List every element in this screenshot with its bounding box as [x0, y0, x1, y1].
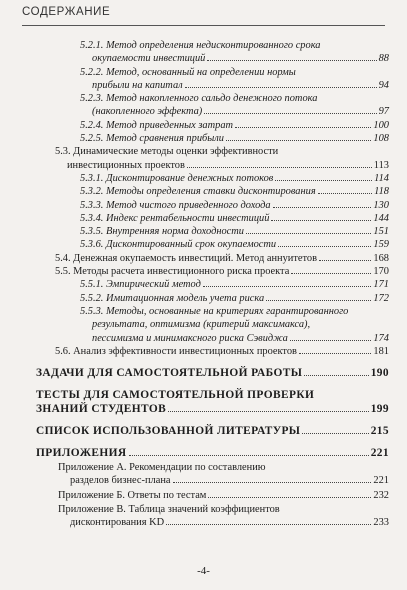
toc-entry: [0, 225, 407, 238]
dot-leader: [185, 87, 377, 88]
toc-entry: [0, 265, 407, 278]
toc-entry-title: 5.2.4. Метод приведенных затрат: [80, 119, 234, 131]
toc-entry: [0, 489, 407, 502]
dot-leader: [235, 127, 371, 128]
toc-page-number: 172: [373, 292, 389, 304]
toc-entry: [0, 252, 407, 265]
toc-entry-title: Приложение В. Таблица значений коэффициентов: [58, 504, 280, 516]
toc-entry: [0, 366, 407, 380]
toc-entry-title-cont: окупаемости инвестиций: [92, 53, 206, 65]
toc-entry-title: 5.3.1. Дисконтирование денежных потоков: [80, 172, 274, 184]
toc-page-number: 174: [373, 332, 389, 344]
dot-leader: [166, 524, 371, 525]
toc-entry-title: 5.2.1. Метод определения недисконтированного срока: [80, 40, 321, 51]
dot-leader: [318, 193, 373, 194]
toc-entry-title: 5.6. Анализ эффективности инвестиционных проектов: [55, 345, 297, 357]
toc-page-number: 168: [373, 252, 389, 264]
toc-page-number: 94: [378, 79, 389, 91]
toc-page-number: 113: [373, 159, 389, 171]
dot-leader: [302, 433, 368, 434]
dot-leader: [291, 273, 371, 274]
toc-entry: [0, 185, 407, 198]
toc-entry: [0, 388, 407, 416]
toc-entry-title: 5.5. Методы расчета инвестиционного риска проекта: [55, 266, 290, 278]
toc-entry: [0, 305, 407, 345]
toc-page-number: 159: [373, 239, 389, 251]
toc-entry-title-cont: инвестиционных проектов: [67, 159, 185, 171]
dot-leader: [304, 375, 368, 376]
dot-leader: [173, 482, 372, 483]
header-rule: [22, 25, 385, 26]
dot-leader: [204, 113, 376, 114]
toc-entry: [0, 66, 407, 93]
toc-entry: [0, 461, 407, 488]
toc-page-number: 232: [373, 489, 389, 501]
toc-entry: [0, 292, 407, 305]
toc-page-number: 215: [370, 425, 389, 438]
toc-entry-title: 5.3. Динамические методы оценки эффективности: [55, 146, 279, 158]
toc-entry: [0, 39, 407, 66]
toc-page-number: 144: [373, 212, 389, 224]
toc-entry: [0, 132, 407, 145]
dot-leader: [266, 300, 371, 301]
toc-entry: [0, 446, 407, 460]
toc-page-number: 221: [370, 447, 389, 460]
toc-entry-title: Приложение А. Рекомендации по составлению: [58, 462, 266, 474]
dot-leader: [168, 411, 369, 412]
table-of-contents: [0, 39, 407, 530]
toc-page-number: 97: [378, 106, 389, 118]
toc-page-number: 190: [370, 367, 389, 380]
toc-page-number: 130: [373, 199, 389, 211]
toc-entry-title: 5.3.6. Дисконтированный срок окупаемости: [80, 239, 277, 251]
toc-entry: [0, 172, 407, 185]
toc-entry: [0, 212, 407, 225]
toc-entry-title-cont: прибыли на капитал: [92, 79, 183, 91]
dot-leader: [299, 353, 371, 354]
toc-entry-title: 5.5.1. Эмпирический метод: [80, 279, 201, 291]
dot-leader: [207, 60, 376, 61]
toc-entry-title: 5.2.3. Метод накопленного сальдо денежного потока: [80, 93, 318, 105]
toc-entry-title-cont: разделов бизнес-плана: [70, 475, 171, 487]
toc-entry: [0, 345, 407, 358]
running-header: СОДЕРЖАНИЕ: [22, 6, 111, 18]
dot-leader: [203, 286, 372, 287]
toc-entry: [0, 424, 407, 438]
dot-leader: [319, 260, 371, 261]
dot-leader: [273, 207, 372, 208]
toc-entry-title: СПИСОК ИСПОЛЬЗОВАННОЙ ЛИТЕРАТУРЫ: [36, 425, 301, 438]
toc-page-number: 118: [374, 186, 389, 198]
toc-entry-title: 5.2.2. Метод, основанный на определении нормы: [80, 66, 296, 78]
toc-entry: [0, 278, 407, 291]
toc-entry-title-cont: (накопленного эффекта): [92, 106, 203, 118]
toc-entry-title-cont: пессимизма и минимаксного риска Сэвиджа: [92, 332, 288, 344]
toc-entry-title: 5.2.5. Метод сравнения прибыли: [80, 133, 225, 145]
toc-entry-title-cont: ЗНАНИЙ СТУДЕНТОВ: [36, 403, 167, 416]
toc-page-number: 100: [373, 119, 389, 131]
toc-entry-title: ПРИЛОЖЕНИЯ: [36, 447, 127, 460]
toc-entry-title: 5.3.3. Метод чистого приведенного дохода: [80, 199, 271, 211]
toc-entry-title: 5.5.3. Методы, основанные на критериях гарантированного: [80, 305, 349, 317]
toc-page-number: 151: [373, 226, 389, 238]
toc-entry: [0, 238, 407, 251]
toc-page-number: 171: [373, 279, 389, 291]
toc-entry-title: 5.3.2. Методы определения ставки дисконтирования: [80, 186, 316, 198]
toc-entry-title: ТЕСТЫ ДЛЯ САМОСТОЯТЕЛЬНОЙ ПРОВЕРКИ: [36, 389, 315, 402]
dot-leader: [187, 167, 372, 168]
toc-entry-title: Приложение Б. Ответы по тестам: [58, 489, 207, 501]
toc-page-number: 181: [373, 345, 389, 357]
dot-leader: [246, 233, 371, 234]
dot-leader: [226, 140, 371, 141]
toc-page-number: 108: [373, 133, 389, 145]
toc-page-number: 199: [370, 403, 389, 416]
toc-page-number: 170: [373, 266, 389, 278]
dot-leader: [271, 220, 371, 221]
dot-leader: [129, 455, 369, 456]
dot-leader: [290, 340, 372, 341]
toc-entry: [0, 503, 407, 530]
dot-leader: [278, 246, 371, 247]
toc-entry-title: ЗАДАЧИ ДЛЯ САМОСТОЯТЕЛЬНОЙ РАБОТЫ: [36, 367, 303, 380]
dot-leader: [208, 497, 371, 498]
toc-entry: [0, 119, 407, 132]
toc-page-number: 233: [373, 517, 389, 529]
dot-leader: [275, 180, 372, 181]
toc-entry: [0, 199, 407, 212]
toc-page-number: 88: [378, 53, 389, 65]
toc-entry-title: 5.3.4. Индекс рентабельности инвестиций: [80, 212, 270, 224]
toc-entry-title: 5.4. Денежная окупаемость инвестиций. Метод аннуитетов: [55, 252, 317, 264]
page-number: -4-: [197, 565, 210, 577]
toc-entry: [0, 145, 407, 172]
toc-page-number: 221: [373, 475, 389, 487]
toc-entry-title-cont: результата, оптимизма (критерий максимакса),: [92, 319, 311, 331]
toc-entry-title: 5.5.2. Имитационная модель учета риска: [80, 292, 265, 304]
toc-page-number: 114: [374, 172, 389, 184]
toc-entry: [0, 92, 407, 119]
toc-entry-title-cont: дисконтирования KD: [70, 517, 165, 529]
toc-entry-title: 5.3.5. Внутренняя норма доходности: [80, 226, 244, 238]
